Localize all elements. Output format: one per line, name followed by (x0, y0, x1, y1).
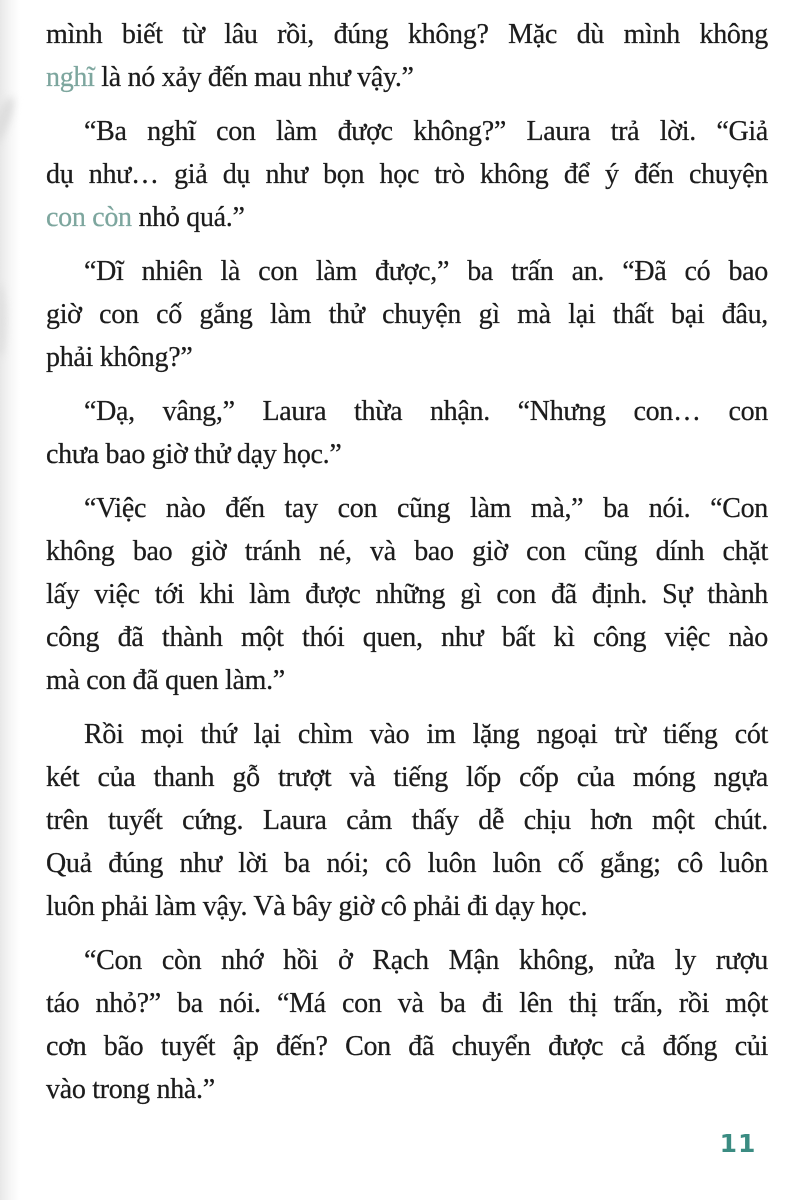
text-line: công đã thành một thói quen, như bất kì công việc nào (46, 622, 768, 653)
scan-smudge (0, 94, 18, 147)
text-line (46, 56, 768, 99)
text-line: “Dạ, vâng,” Laura thừa nhận. “Nhưng con… con (84, 396, 768, 427)
text-line: “Con còn nhớ hồi ở Rạch Mận không, nửa ly rượu (84, 945, 768, 976)
text-line: chưa bao giờ thử dạy học.” (46, 439, 342, 470)
text-line: táo nhỏ?” ba nói. “Má con và ba đi lên thị trấn, rồi một (46, 988, 768, 1019)
text-line-rest: là nó xảy đến mau như vậy.” (94, 62, 414, 93)
text-line: lấy việc tới khi làm được những gì con đã định. Sự thành (46, 579, 768, 610)
text-line: “Dĩ nhiên là con làm được,” ba trấn an. “Đã có bao (84, 256, 768, 287)
text-line: “Việc nào đến tay con cũng làm mà,” ba nói. “Con (84, 493, 768, 524)
text-line: trên tuyết cứng. Laura cảm thấy dễ chịu hơn một chút. (46, 805, 768, 836)
text-line: “Ba nghĩ con làm được không?” Laura trả lời. “Giả (84, 116, 768, 147)
text-line-rest: nhỏ quá.” (131, 202, 245, 233)
text-line: dụ như… giả dụ như bọn học trò không để ý đến chuyện (46, 159, 768, 190)
text-line: không bao giờ tránh né, và bao giờ con cũng dính chặt (46, 536, 768, 567)
text-line: phải không?” (46, 342, 193, 373)
text-line: cơn bão tuyết ập đến? Con đã chuyển được cả đống củi (46, 1031, 768, 1062)
paragraph (46, 939, 768, 1111)
faded-word: con còn (46, 202, 132, 233)
paragraph (46, 487, 768, 702)
scan-smudge (0, 285, 6, 357)
text-line (46, 196, 768, 239)
page-number: 11 (719, 1129, 757, 1158)
text-line: két của thanh gỗ trượt và tiếng lốp cốp của móng ngựa (46, 762, 768, 793)
paragraph (46, 110, 768, 239)
text-line: luôn phải làm vậy. Và bây giờ cô phải đi dạy học. (46, 891, 588, 922)
text-line: mình biết từ lâu rồi, đúng không? Mặc dù mình không (46, 19, 768, 50)
page-text (46, 13, 768, 1111)
paragraph (46, 250, 768, 379)
text-line: Quả đúng như lời ba nói; cô luôn luôn cố gắng; cô luôn (46, 848, 768, 879)
paragraph (46, 13, 768, 99)
faded-word: nghĩ (46, 62, 95, 93)
text-line: vào trong nhà.” (46, 1074, 215, 1105)
paragraph (46, 713, 768, 928)
text-line: giờ con cố gắng làm thử chuyện gì mà lại thất bại đâu, (46, 299, 768, 330)
paragraph (46, 390, 768, 476)
text-line: Rồi mọi thứ lại chìm vào im lặng ngoại trừ tiếng cót (84, 719, 768, 750)
text-line: mà con đã quen làm.” (46, 665, 285, 696)
scan-gutter-shadow (0, 0, 20, 1200)
